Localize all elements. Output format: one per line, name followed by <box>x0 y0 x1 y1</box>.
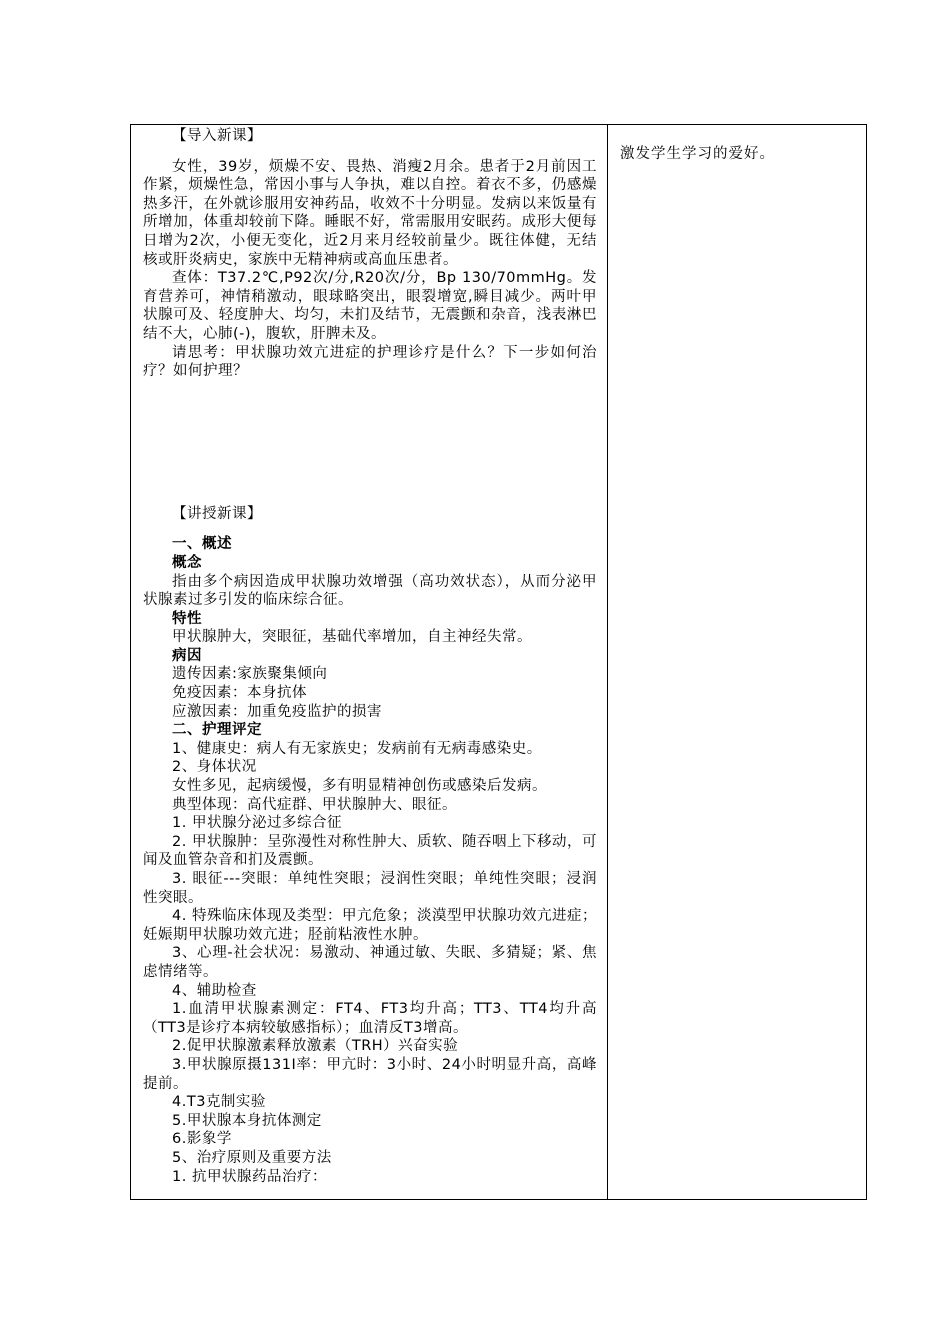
teaching-paragraph: 典型体现：高代症群、甲状腺肿大、眼征。 <box>172 796 457 813</box>
teaching-subheading: 概念 <box>172 554 202 571</box>
teaching-subheading: 二、护理评定 <box>172 722 262 739</box>
lesson-plan-table <box>130 124 867 1200</box>
physical-exam-paragraph: 查体：T37.2℃,P92次/分,R20次/分，Bp 130/70mmHg。发育营养可，神情稍激动，眼球略突出，眼裂增宽,瞬目减少。两叶甲状腺可及、轻度肿大、均匀，未扪及结节，无震颤和杂音，浅表淋巴结不大，心肺(-)，腹软，肝脾未及。 <box>143 270 597 342</box>
teaching-paragraph: 1. 抗甲状腺药品治疗： <box>172 1168 327 1185</box>
case-history-paragraph: 女性，39岁，烦燥不安、畏热、消瘦2月余。患者于2月前因工作紧，烦燥性急，常因小事与人争执，难以自控。着衣不多，仍感燥热多汗，在外就诊服用安神药品，收效不十分明显。发病以来饭量有所增加，体重却较前下降。睡眠不好，常需服用安眠药。成形大便每日增为2次，小便无变化，近2月来月经较前量少。既往体健，无结核或肝炎病史，家族中无精神病或高血压患者。 <box>143 158 597 268</box>
teaching-paragraph: 6.影象学 <box>172 1131 232 1148</box>
teaching-subheading: 病因 <box>172 647 202 664</box>
teaching-paragraph: 应激因素：加重免疫监护的损害 <box>172 703 382 720</box>
teaching-paragraph: 3. 眼征---突眼：单纯性突眼；浸润性突眼；单纯性突眼；浸润性突眼。 <box>143 871 597 906</box>
teaching-paragraph: 1. 甲状腺分泌过多综合征 <box>172 815 342 832</box>
teaching-paragraph: 2、身体状况 <box>172 759 257 776</box>
teaching-paragraph: 遗传因素:家族聚集倾向 <box>172 666 328 683</box>
question-paragraph: 请思考：甲状腺功效亢进症的护理诊疗是什么？下一步如何治疗？如何护理？ <box>143 344 597 380</box>
teaching-paragraph: 4.T3克制实验 <box>172 1094 266 1111</box>
teaching-paragraph: 1、健康史：病人有无家族史；发病前有无病毒感染史。 <box>172 740 542 757</box>
teaching-paragraph: 免疫因素：本身抗体 <box>172 685 307 702</box>
teaching-paragraph: 2.促甲状腺激素释放激素（TRH）兴奋实验 <box>172 1038 459 1055</box>
teaching-paragraph: 5、治疗原则及重要方法 <box>172 1149 332 1166</box>
teaching-subheading: 特性 <box>172 610 202 627</box>
teaching-paragraph: 5.甲状腺本身抗体测定 <box>172 1112 322 1129</box>
side-note-cell <box>608 125 867 1200</box>
teaching-paragraph: 4、辅助检查 <box>172 982 257 999</box>
teaching-paragraph: 2. 甲状腺肿：呈弥漫性对称性肿大、质软、随吞咽上下移动，可闻及血管杂音和扪及震颤。 <box>143 833 597 869</box>
teaching-paragraph: 4. 特殊临床体现及类型：甲亢危象；淡漠型甲状腺功效亢进症；妊娠期甲状腺功效亢进；胫前粘液性水肿。 <box>143 908 597 943</box>
teaching-content <box>143 535 597 1186</box>
teaching-paragraph: 指由多个病因造成甲状腺功效增强（高功效状态），从而分泌甲状腺素过多引发的临床综合征。 <box>143 573 597 609</box>
side-note-text: 激发学生学习的爱好。 <box>620 146 775 162</box>
intro-heading: 【导入新课】 <box>172 128 262 144</box>
teaching-paragraph: 3、心理-社会状况：易激动、神通过敏、失眠、多猜疑；紧、焦虑情绪等。 <box>143 945 597 980</box>
teaching-paragraph: 3.甲状腺原摄131I率：甲亢时：3小时、24小时明显升高，高峰提前。 <box>143 1056 597 1092</box>
teaching-paragraph: 女性多见，起病缓慢，多有明显精神创伤或感染后发病。 <box>172 778 547 795</box>
teaching-paragraph: 1.血清甲状腺素测定：FT4、FT3均升高；TT3、TT4均升高（TT3是诊疗本病较敏感指标）；血清反T3增高。 <box>143 1001 597 1036</box>
teaching-paragraph: 甲状腺肿大，突眼征，基础代率增加，自主神经失常。 <box>172 629 532 646</box>
teaching-heading: 【讲授新课】 <box>172 505 262 522</box>
teaching-subheading: 一、概述 <box>172 536 232 553</box>
main-content-cell <box>131 125 608 1200</box>
